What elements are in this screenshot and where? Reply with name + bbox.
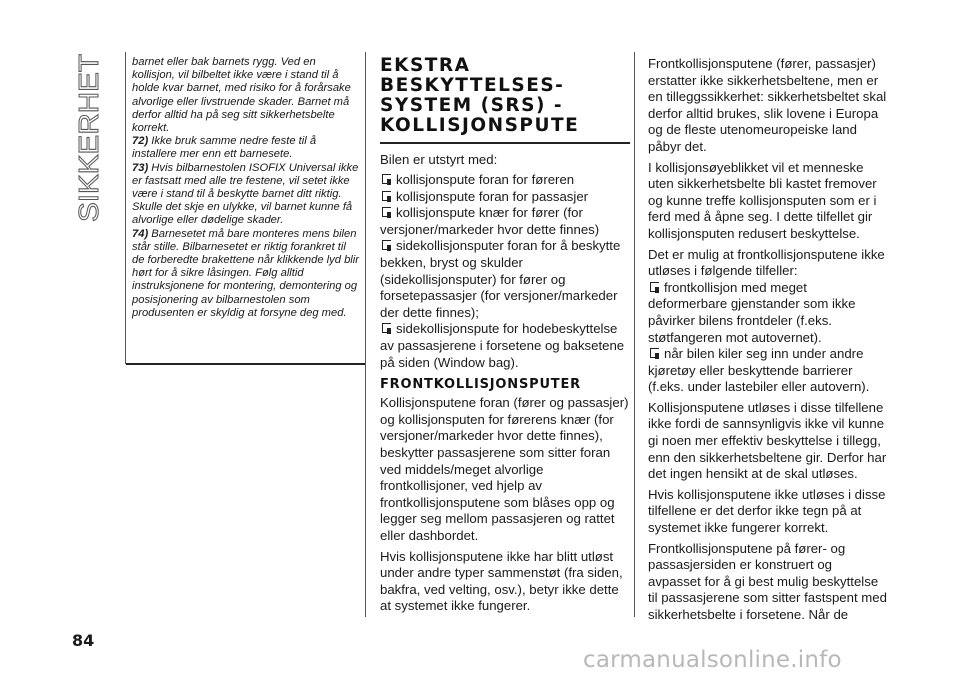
bullet-item	[380, 321, 630, 371]
caution-item-74	[132, 228, 360, 320]
section-heading-line: BESKYTTELSES-	[380, 75, 565, 96]
airbag-section	[380, 56, 630, 619]
bullet-marker-icon	[382, 191, 391, 201]
bullet-marker-icon	[382, 240, 391, 250]
caution-item-text: Barnesetet må bare monteres mens bilen står stille. Bilbarnesetet er riktig forankret til de forberedte brakettene når klikkende lyd blir hørt for å sikre låsingen. Følg alltid instruksjonene for montering, demontering og posisjonering av bilbarnestolen som produsenten er skyldig at forsyne deg med.	[132, 227, 359, 319]
column-divider-1	[125, 52, 126, 364]
caution-item-number: 74)	[132, 227, 149, 240]
bullet-item	[380, 172, 630, 189]
paragraph: Det er mulig at frontkollisjonsputene ikke utløses i følgende tilfeller:	[648, 246, 885, 279]
caution-item-text: Hvis bilbarnestolen ISOFIX Universal ikke er fastsatt med alle tre festene, vil setet ikke være i stand til å beskytte barnet ditt riktig. Skulle det skje en ulykke, vil barnet kunne få alvorlige eller dødelige skader.	[132, 161, 359, 227]
caution-intro: barnet eller bak barnets rygg. Ved en kollisjon, vil bilbeltet ikke være i stand til å holde kvar barnet, med risiko for å forårsake alvorlige eller livstruende skader. Barnet må derfor alltid ha på seg sitt sikkerhetsbelte korrekt.	[132, 56, 351, 135]
bullet-item	[380, 205, 630, 238]
bullet-marker-icon	[650, 348, 659, 358]
column-divider-2	[365, 52, 366, 617]
paragraph: Frontkollisjonsputene (fører, passasjer) erstatter ikke sikkerhetsbeltene, men er en tilleggssikkerhet: sikkerhetsbeltet skal derfor alltid brukes, slik lovene i Europa og de fleste utenomeuropeiske land påbyr det.	[648, 56, 887, 154]
caution-bottom-rule	[126, 363, 365, 365]
bullet-marker-icon	[382, 323, 391, 333]
caution-item-73	[132, 162, 360, 228]
chapter-side-title	[64, 52, 110, 222]
bullet-text: kollisjonspute foran for føreren	[396, 172, 575, 188]
bullet-text: sidekollisjonsputer foran for å beskytte bekken, bryst og skulder (sidekollisjonsputer) for fører og forsetepassasjer (for versjoner/markeder der dette finnes);	[380, 238, 621, 320]
column-divider-3	[634, 52, 635, 617]
subsection-paragraph: Hvis kollisjonsputene ikke har blitt utløst under andre typer sammenstøt (fra siden, bakfra, ved velting, osv.), betyr ikke dette at systemet ikke fungerer.	[380, 548, 623, 614]
watermark: carmanualsonline.info	[583, 647, 842, 673]
chapter-side-title-text: SIKKERHET	[73, 63, 104, 222]
section-heading-line: EKSTRA	[380, 55, 471, 76]
paragraph: I kollisjonsøyeblikket vil et menneske uten sikkerhetsbelte bli kastet fremover og kunne treffe kollisjonsputen som er i ferd med å åpne seg. I dette tilfellet gir kollisjonsputen redusert beskyttelse.	[648, 159, 877, 241]
caution-item-72	[132, 135, 360, 161]
bullet-text: kollisjonspute knær for fører (for versjoner/markeder hvor dette finnes)	[380, 205, 600, 237]
paragraph: Frontkollisjonsputene på fører- og passasjersiden er konstruert og avpasset for å gi best mulig beskyttelse til passasjerene som sitter fastspent med sikkerhetsbelte i forsetene. Når de	[648, 540, 887, 622]
caution-item-number: 73)	[132, 161, 149, 174]
bullet-item	[380, 189, 630, 206]
section-heading	[380, 56, 630, 136]
section-heading-rule	[380, 142, 630, 144]
caution-item-number: 72)	[132, 135, 149, 148]
page-number: 84	[72, 631, 95, 650]
bullet-text: frontkollisjon med meget deformerbare gjenstander som ikke påvirker bilens frontdeler (f.eks. støtfangeren mot autovernet).	[648, 279, 856, 345]
bullet-item	[380, 238, 630, 321]
paragraph: Kollisjonsputene utløses i disse tilfellene ikke fordi de sannsynligvis ikke vil kunne gi noen mer effektiv beskyttelse i tillegg, enn den sikkerhetsbeltene gir. Derfor har det ingen hensikt at de skal utløses.	[648, 399, 887, 482]
section-heading-line: KOLLISJONSPUTE	[380, 115, 580, 136]
airbag-text-continued	[648, 56, 888, 628]
subsection-paragraph: Kollisjonsputene foran (fører og passasjer) og kollisjonsputen for førerens knær (for versjoner/markeder hvor dette finnes), beskytter passasjerene som sitter foran ved middels/meget alvorlige frontkollisjoner, ved hjelp av frontkollisjonsputene som blåses opp og legger seg mellom passasjeren og rattet eller dashbordet.	[380, 395, 629, 543]
bullet-item	[648, 346, 888, 396]
section-intro: Bilen er utstyrt med:	[380, 151, 498, 167]
paragraph: Hvis kollisjonsputene ikke utløses i disse tilfellene er det derfor ikke tegn på at systemet ikke fungerer korrekt.	[648, 486, 886, 536]
subsection-heading: FRONTKOLLISJONSPUTER	[380, 377, 581, 393]
caution-notes	[132, 56, 360, 320]
section-heading-line: SYSTEM (SRS) -	[380, 95, 564, 116]
caution-item-text: Ikke bruk samme nedre feste til å installere mer enn ett barnesete.	[132, 135, 317, 161]
bullet-text: når bilen kiler seg inn under andre kjøretøy eller beskyttende barrierer (f.eks. under lastebiler eller autovern).	[648, 346, 870, 395]
bullet-item	[648, 280, 888, 346]
bullet-text: sidekollisjonspute for hodebeskyttelse av passasjerene i forsetene og baksetene på siden (Window bag).	[380, 321, 625, 370]
bullet-text: kollisjonspute foran for passasjer	[396, 188, 589, 204]
bullet-marker-icon	[382, 174, 391, 184]
bullet-marker-icon	[382, 207, 391, 217]
bullet-marker-icon	[650, 282, 659, 292]
